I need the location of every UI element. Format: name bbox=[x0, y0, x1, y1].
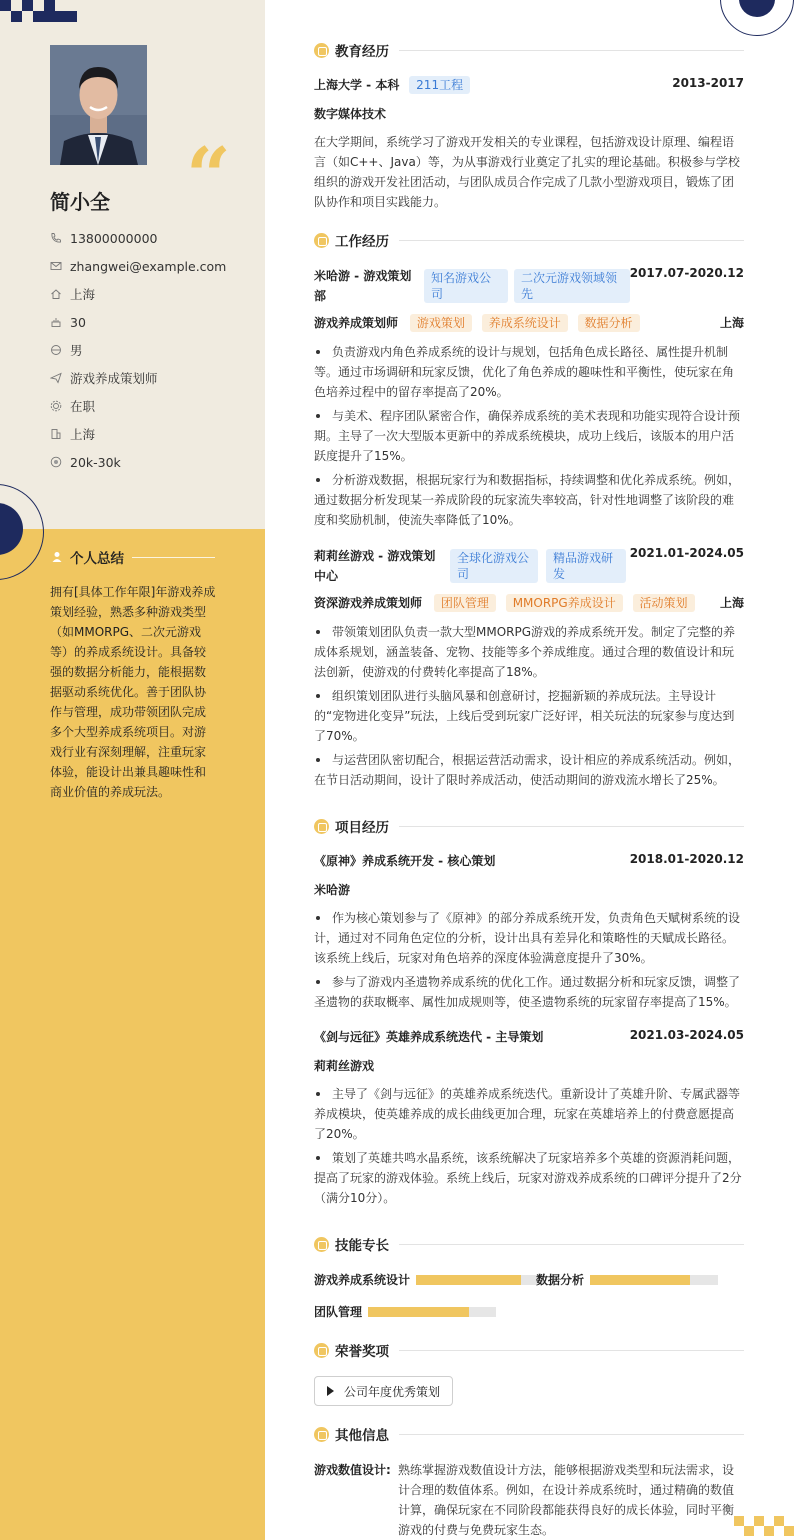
skill-tag: 养成系统设计 bbox=[482, 314, 568, 332]
project-header bbox=[314, 852, 744, 872]
info-phone-value: 13800000000 bbox=[70, 230, 158, 246]
list-item: 参与了游戏内圣遗物养成系统的优化工作。通过数据分析和玩家反馈，调整了圣遗物的获取概率、属性加成规则等，使圣遗物系统的玩家留存率提高了15%。 bbox=[314, 975, 741, 1009]
list-item: 组织策划团队进行头脑风暴和创意研讨，挖掘新颖的养成玩法。主导设计的“宠物进化变异”玩法，上线后受到玩家广泛好评，相关玩法的玩家参与度达到了70%。 bbox=[314, 689, 735, 743]
skills-title: 技能专长 bbox=[335, 1238, 389, 1254]
skill-bar bbox=[590, 1275, 718, 1285]
project-period: 2018.01-2020.12 bbox=[629, 852, 744, 866]
skill-tag: 游戏策划 bbox=[410, 314, 472, 332]
summary-heading bbox=[50, 547, 215, 567]
list-item: 作为核心策划参与了《原神》的部分养成系统开发，负责角色天赋树系统的设计，通过对不同角色定位的分析，设计出具有差异化和策略性的天赋成长路径。该系统上线后，玩家对角色培养的深度体验满意度提升了30%。 bbox=[314, 911, 741, 965]
info-city-value: 上海 bbox=[70, 427, 96, 442]
education-heading bbox=[314, 40, 744, 60]
skill-tag: 活动策划 bbox=[633, 594, 695, 612]
skill-bar-fill bbox=[368, 1307, 469, 1317]
education-period: 2013-2017 bbox=[672, 76, 744, 90]
education-major: 数字媒体技术 bbox=[314, 107, 387, 121]
list-item: 与美术、程序团队紧密合作，确保养成系统的美术表现和功能实现符合设计预期。主导了一次大型版本更新中的养成系统模块，成功上线后，该版本的用户活跃度提升了15%。 bbox=[314, 409, 741, 463]
project-name: 《原神》养成系统开发 - 核心策划 bbox=[314, 854, 496, 868]
education-icon bbox=[314, 43, 329, 58]
info-email bbox=[50, 252, 226, 280]
project-bullets bbox=[314, 908, 744, 1016]
info-position-value: 游戏养成策划师 bbox=[70, 371, 158, 386]
projects-title: 项目经历 bbox=[335, 820, 389, 836]
job-header bbox=[314, 546, 744, 586]
quote-mark-icon: “ bbox=[186, 131, 231, 222]
phone-icon bbox=[50, 232, 62, 244]
circle-decoration-top bbox=[720, 0, 794, 36]
skills-heading bbox=[314, 1234, 744, 1254]
cake-icon bbox=[50, 316, 62, 328]
skill-item bbox=[314, 1271, 544, 1288]
job-bullets bbox=[314, 622, 744, 794]
list-item: 带领策划团队负责一款大型MMORPG游戏的养成系统开发。制定了完整的养成体系规划，涵盖装备、宠物、技能等多个养成维度。通过合理的数值设计和玩法创新，使游戏的付费转化率提高了18%。 bbox=[314, 625, 736, 679]
skill-tag: 团队管理 bbox=[434, 594, 496, 612]
summary-title: 个人总结 bbox=[70, 551, 124, 567]
send-icon bbox=[50, 372, 62, 384]
education-school: 上海大学 - 本科 bbox=[314, 78, 400, 92]
awards-icon bbox=[314, 1343, 329, 1358]
skill-bar bbox=[368, 1307, 496, 1317]
play-icon bbox=[327, 1386, 334, 1396]
job-role: 资深游戏养成策划师 bbox=[314, 596, 423, 610]
skill-tag: 数据分析 bbox=[578, 314, 640, 332]
building-icon bbox=[50, 428, 62, 440]
work-heading bbox=[314, 230, 744, 250]
projects-heading bbox=[314, 816, 744, 836]
info-email-value: zhangwei@example.com bbox=[70, 258, 227, 274]
skill-bar bbox=[416, 1275, 544, 1285]
contact-info-list bbox=[50, 224, 226, 476]
skill-name: 数据分析 bbox=[536, 1273, 585, 1287]
job-tag: 全球化游戏公司 bbox=[450, 549, 538, 583]
awards-title: 荣誉奖项 bbox=[335, 1344, 389, 1360]
skill-name: 游戏养成系统设计 bbox=[314, 1273, 411, 1287]
skill-item bbox=[536, 1271, 718, 1288]
job-tag: 精品游戏研发 bbox=[546, 549, 626, 583]
job-header bbox=[314, 266, 744, 306]
person-icon bbox=[50, 550, 64, 564]
list-item: 负责游戏内角色养成系统的设计与规划，包括角色成长路径、属性提升机制等。通过市场调研和玩家反馈，优化了角色养成的趣味性和平衡性，使玩家在角色培养过程中的留存率提高了20%。 bbox=[314, 345, 735, 399]
education-title: 教育经历 bbox=[335, 44, 389, 60]
skill-bar-fill bbox=[416, 1275, 521, 1285]
job-role-row bbox=[314, 314, 744, 334]
info-position bbox=[50, 364, 226, 392]
mail-icon bbox=[50, 260, 62, 272]
list-item: 与运营团队密切配合，根据运营活动需求，设计相应的养成系统活动。例如，在节日活动期间，设计了限时养成活动，使活动期间的游戏流水增长了25%。 bbox=[314, 753, 741, 787]
avatar bbox=[50, 45, 147, 165]
project-bullets bbox=[314, 1084, 744, 1212]
job-period: 2017.07-2020.12 bbox=[629, 266, 744, 280]
project-org: 米哈游 bbox=[314, 883, 351, 897]
job-tag: 二次元游戏领域领先 bbox=[514, 269, 630, 303]
award-label: 公司年度优秀策划 bbox=[344, 1384, 441, 1399]
job-company: 米哈游 - 游戏策划部 bbox=[314, 269, 412, 303]
job-city: 上海 bbox=[719, 596, 744, 610]
other-heading bbox=[314, 1424, 744, 1444]
work-icon bbox=[314, 233, 329, 248]
job-bullets bbox=[314, 342, 744, 534]
job-period: 2021.01-2024.05 bbox=[629, 546, 744, 560]
job-company: 莉莉丝游戏 - 游戏策划中心 bbox=[314, 549, 436, 583]
info-age bbox=[50, 308, 226, 336]
skill-tag: MMORPG养成设计 bbox=[506, 594, 623, 612]
info-salary bbox=[50, 448, 226, 476]
info-city bbox=[50, 420, 226, 448]
info-gender bbox=[50, 336, 226, 364]
work-title: 工作经历 bbox=[335, 234, 389, 250]
other-title: 其他信息 bbox=[335, 1428, 389, 1444]
info-salary-value: 20k-30k bbox=[70, 454, 121, 470]
projects-icon bbox=[314, 819, 329, 834]
job-role: 游戏养成策划师 bbox=[314, 316, 399, 330]
info-phone bbox=[50, 224, 226, 252]
awards-heading bbox=[314, 1340, 744, 1360]
info-gender-value: 男 bbox=[70, 343, 83, 358]
other-text: 熟练掌握游戏数值设计方法，能够根据游戏类型和玩法需求，设计合理的数值体系。例如，在设计养成系统时，通过精确的数值计算，确保玩家在不同阶段都能获得良好的成长体验，同时平衡游戏的付费与免费玩家生态。 bbox=[398, 1463, 735, 1537]
info-home bbox=[50, 280, 226, 308]
skills-icon bbox=[314, 1237, 329, 1252]
other-label: 游戏数值设计: bbox=[314, 1463, 391, 1477]
other-icon bbox=[314, 1427, 329, 1442]
summary-text: 拥有[具体工作年限]年游戏养成策划经验，熟悉多种游戏类型（如MMORPG、二次元游戏等）的养成系统设计。具备较强的数据分析能力，能根据数据驱动系统优化。善于团队协作与管理，成功带领团队完成多个大型养成系统项目。对游戏行业有深刻理解，注重玩家体验，能设计出兼具趣味性和商业价值的养成玩法。 bbox=[50, 585, 216, 799]
education-school-row bbox=[314, 76, 744, 96]
job-city: 上海 bbox=[719, 316, 744, 330]
gender-icon bbox=[50, 344, 62, 356]
salary-icon bbox=[50, 456, 62, 468]
award-item[interactable] bbox=[314, 1376, 453, 1406]
checker-decoration-bottom bbox=[734, 1512, 794, 1540]
list-item: 策划了英雄共鸣水晶系统，该系统解决了玩家培养多个英雄的资源消耗问题，提高了玩家的游戏体验。系统上线后，玩家对游戏养成系统的口碑评分提升了2分（满分10分）。 bbox=[314, 1151, 742, 1205]
info-age-value: 30 bbox=[70, 314, 86, 330]
info-home-value: 上海 bbox=[70, 287, 96, 302]
skill-name: 团队管理 bbox=[314, 1305, 363, 1319]
info-status bbox=[50, 392, 226, 420]
project-name: 《剑与远征》英雄养成系统迭代 - 主导策划 bbox=[314, 1030, 544, 1044]
education-tag: 211工程 bbox=[409, 76, 470, 94]
info-status-value: 在职 bbox=[70, 399, 96, 414]
skill-bar-fill bbox=[590, 1275, 690, 1285]
job-tag: 知名游戏公司 bbox=[424, 269, 508, 303]
job-role-row bbox=[314, 594, 744, 614]
skill-item bbox=[314, 1303, 496, 1320]
checker-decoration bbox=[0, 0, 78, 26]
profile-name: 简小全 bbox=[50, 190, 110, 214]
education-description: 在大学期间，系统学习了游戏开发相关的专业课程，包括游戏设计原理、编程语言（如C++、Java）等，为从事游戏行业奠定了扎实的理论基础。积极参与学校组织的游戏开发社团活动，与团队成员合作完成了几款小型游戏项目，锻炼了团队协作和项目实践能力。 bbox=[314, 135, 740, 209]
status-icon bbox=[50, 400, 62, 412]
project-org: 莉莉丝游戏 bbox=[314, 1059, 375, 1073]
project-header bbox=[314, 1028, 744, 1048]
project-period: 2021.03-2024.05 bbox=[629, 1028, 744, 1042]
list-item: 主导了《剑与远征》的英雄养成系统迭代。重新设计了英雄升阶、专属武器等养成模块，使英雄养成的成长曲线更加合理，玩家在英雄培养上的付费意愿提高了20%。 bbox=[314, 1087, 741, 1141]
list-item: 分析游戏数据，根据玩家行为和数据指标，持续调整和优化养成系统。例如，通过数据分析发现某一养成阶段的玩家流失率较高，针对性地调整了该阶段的难度和奖励机制，使流失率降低了10%。 bbox=[314, 473, 741, 527]
home-icon bbox=[50, 288, 62, 300]
